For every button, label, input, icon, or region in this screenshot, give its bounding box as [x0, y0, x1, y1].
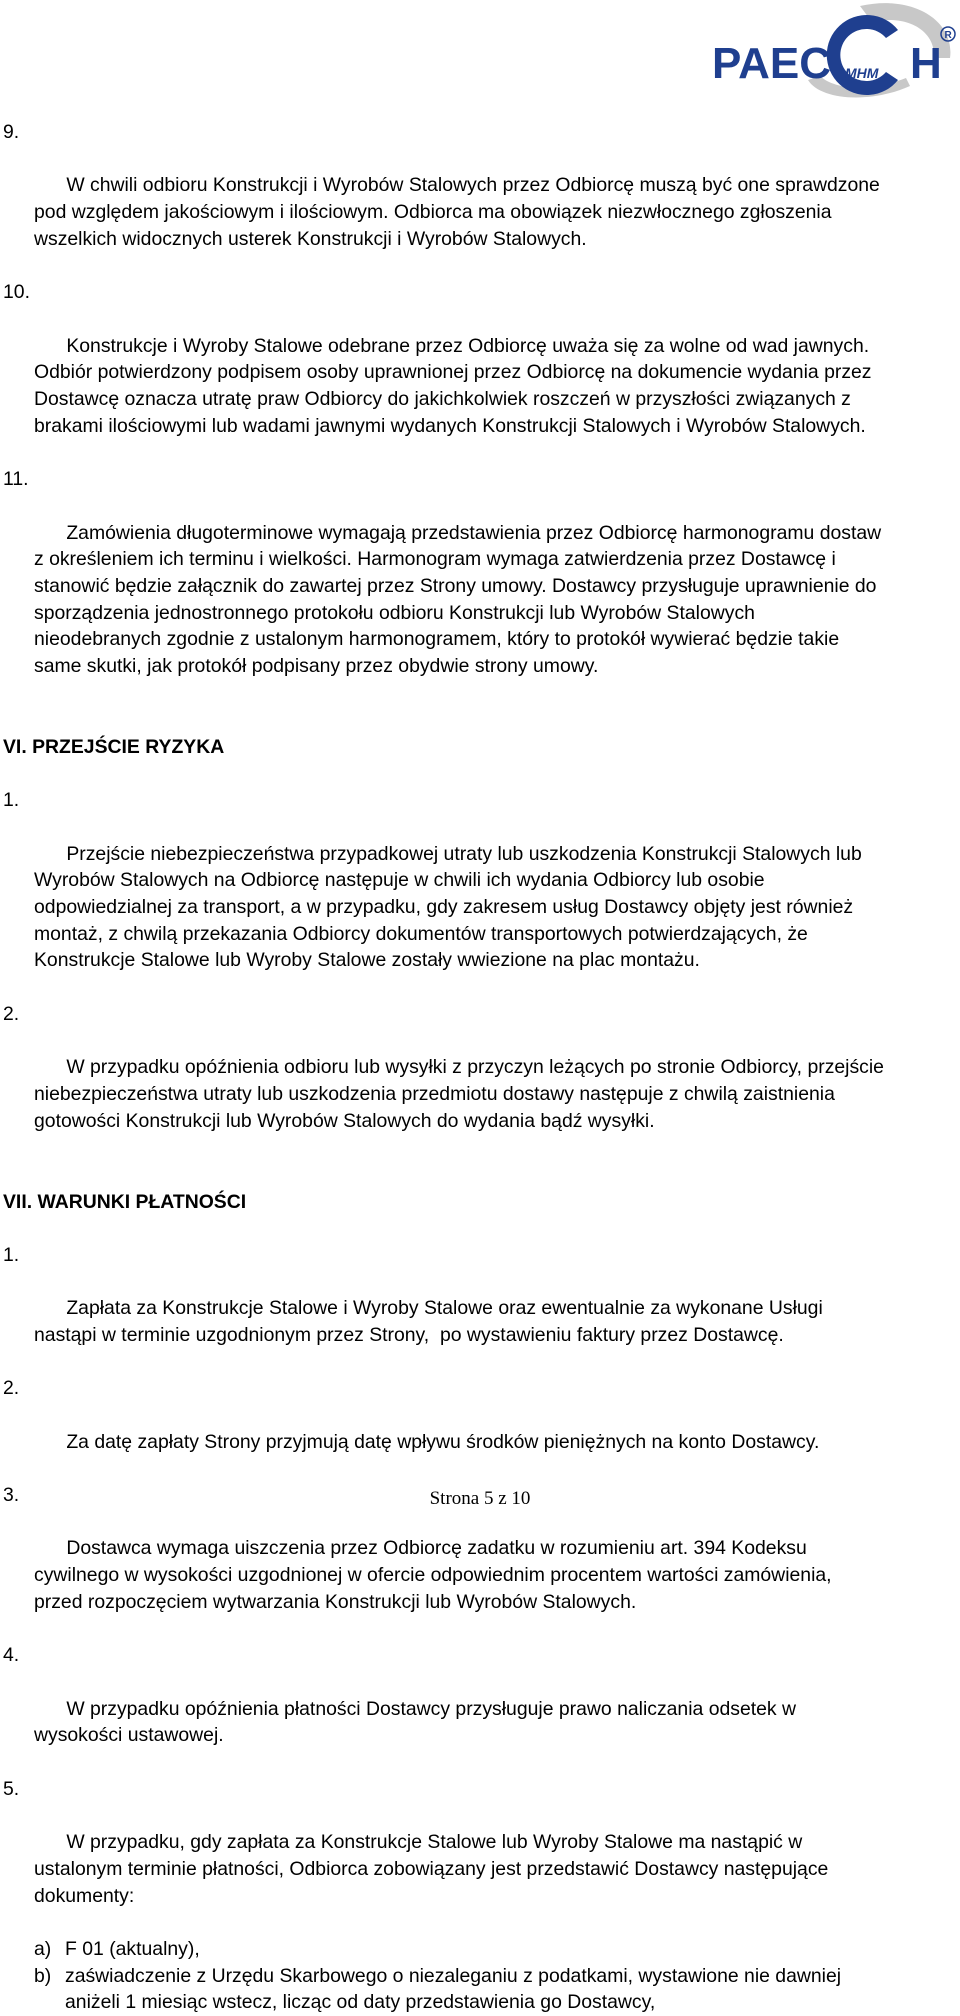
item-text: Konstrukcje i Wyroby Stalowe odebrane przez Odbiorcę uważa się za wolne od wad jawnych. Odbiór potwierdzony podpisem osoby uprawnionej przez Odbiorcę na dokumencie wydania przez Dostawcę oznacza utratę praw Odbiorcy do jakichkolwiek roszczeń w przyszłości związanych z brakami ilościowymi lub wadami jawnymi wydanych Konstrukcji Stalowych i Wyrobów Stalowych. — [34, 334, 877, 437]
item-text: W chwili odbioru Konstrukcji i Wyrobów Stalowych przez Odbiorcę muszą być one sprawdzone pod względem jakościowym i ilościowym. Odbiorca ma obowiązek niezwłocznego zgłoszenia wszelkich widocznych usterek Konstrukcji i Wyrobów Stalowych. — [34, 174, 886, 250]
section-vii-list — [0, 1242, 960, 2016]
sub-item-text: F 01 (aktualny), — [65, 1938, 200, 1960]
sub-item-letter: b) — [34, 1964, 52, 1987]
section-vi-list — [0, 787, 960, 1161]
item-number: 9. — [3, 121, 20, 143]
item-text: Przejście niebezpieczeństwa przypadkowej utraty lub uszkodzenia Konstrukcji Stalowych lub Wyrobów Stalowych na Odbiorcę następuje w chwili ich wydania Odbiorcy lub osobie odpowiedzialnej za transport, a w przypadku, gdy zakresem usług Dostawcy objęty jest również montaż, z chwilą przekazania Odbiorcy dokumentów transportowych potwierdzających, że Konstrukcje Stalowe lub Wyroby Stalowe zostały wwiezione na plac montażu. — [34, 842, 868, 972]
item-text: Zapłata za Konstrukcje Stalowe i Wyroby Stalowe oraz ewentualnie za wykonane Usługi nastąpi w terminie uzgodnionym przez Strony, po wystawieniu faktury przez Dostawcę. — [34, 1297, 829, 1346]
section-heading-vi: VI. PRZEJŚCIE RYZYKA — [3, 736, 225, 759]
list-item — [0, 1776, 884, 1936]
item-text: Za datę zapłaty Strony przyjmują datę wpływu środków pieniężnych na konto Dostawcy. — [66, 1430, 820, 1453]
item-number: 11. — [3, 468, 29, 491]
item-number: 2. — [3, 1377, 20, 1400]
continued-list — [0, 119, 960, 706]
logo-text-paec: PAEC — [712, 39, 831, 88]
list-item — [0, 466, 887, 706]
logo-text-mhm: MHM — [845, 65, 879, 81]
document-body — [0, 119, 960, 2016]
list-item — [0, 1375, 884, 1482]
item-number: 5. — [3, 1777, 20, 1800]
item-number: 4. — [3, 1644, 20, 1667]
list-item — [0, 279, 884, 466]
item-text: W przypadku, gdy zapłata za Konstrukcje Stalowe lub Wyroby Stalowe ma nastąpić w ustalonym terminie płatności, Odbiorca zobowiązany jest przedstawić Dostawcy następujące dokumenty: — [34, 1831, 834, 1907]
sub-list-item — [0, 1936, 885, 1963]
list-item — [0, 119, 884, 279]
item-text: Zamówienia długoterminowe wymagają przedstawienia przez Odbiorcę harmonogramu dostaw z określeniem ich terminu i wielkości. Harmonogram wymaga zatwierdzenia przez Dostawcę i stanowić będzie załącznik do zawartej przez Strony umowy. Dostawcy przysługuje uprawnienie do sporządzenia jednostronnego protokołu odbioru Konstrukcji lub Wyrobów Stalowych nieodebranych zgodnie z ustalonym harmonogramem, który to protokół wywierać będzie takie same skutki, jak protokół podpisany przez obydwie strony umowy. — [34, 521, 887, 678]
item-text: Dostawca wymaga uiszczenia przez Odbiorcę zadatku w rozumieniu art. 394 Kodeksu cywilnego w wysokości uzgodnionej w ofercie odpowiednim procentem wartości zamówienia, przed rozpoczęciem wytwarzania Konstrukcji lub Wyrobów Stalowych. — [34, 1537, 837, 1613]
section-heading-vii: VII. WARUNKI PŁATNOŚCI — [3, 1191, 247, 1214]
item-number: 1. — [3, 789, 20, 812]
list-item — [0, 1001, 890, 1161]
item-text: W przypadku opóźnienia odbioru lub wysyłki z przyczyn leżących po stronie Odbiorcy, przejście niebezpieczeństwa utraty lub uszkodzenia przedmiotu dostawy następuje z chwilą zaistnienia gotowości Konstrukcji lub Wyrobów Stalowych do wydania bądź wysyłki. — [34, 1056, 890, 1132]
list-item — [0, 1642, 884, 1776]
list-item — [0, 1242, 884, 1376]
registered-mark: R — [944, 30, 952, 41]
item-number: 2. — [3, 1002, 20, 1025]
item-number: 10. — [3, 281, 30, 304]
item-text: W przypadku opóźnienia płatności Dostawcy przysługuje prawo naliczania odsetek w wysokości ustawowej. — [34, 1697, 802, 1747]
page-footer: Strona 5 z 10 — [429, 1488, 531, 1509]
item-number: 1. — [3, 1243, 20, 1266]
sub-item-letter: a) — [34, 1938, 52, 1960]
sub-list-item — [0, 1963, 885, 2016]
company-logo — [710, 0, 960, 105]
item-number: 3. — [3, 1484, 20, 1507]
list-item — [0, 787, 884, 1001]
sub-item-text: zaświadczenie z Urzędu Skarbowego o niezaleganiu z podatkami, wystawione nie dawniej aniżeli 1 miesiąc wstecz, licząc od daty przedstawienia go Dostawcy, — [65, 1964, 842, 2014]
logo-text-h: H — [910, 39, 942, 88]
